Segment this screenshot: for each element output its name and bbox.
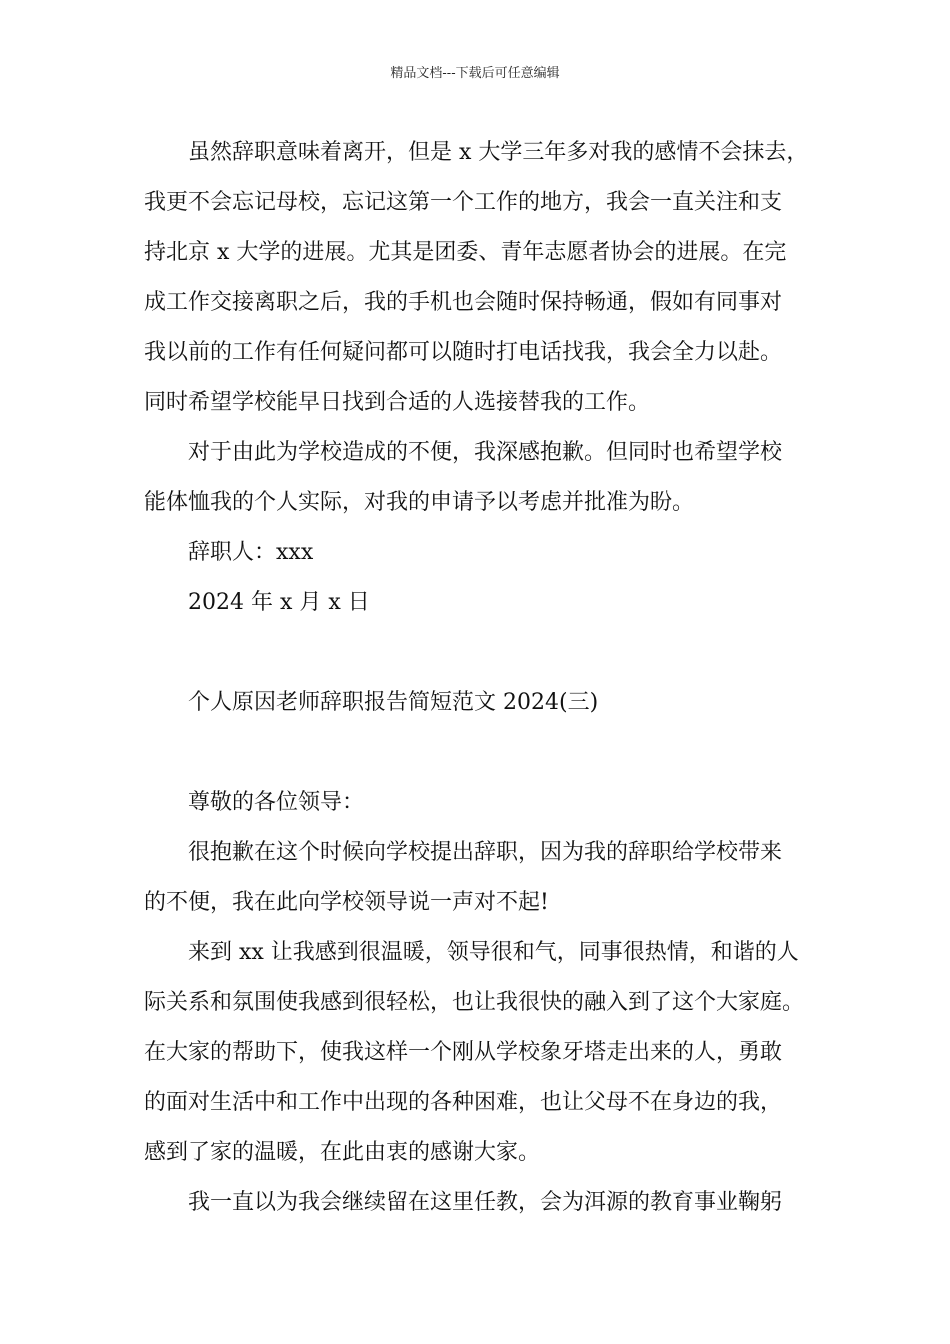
text-line: 持北京 x 大学的进展。尤其是团委、青年志愿者协会的进展。在完 [144, 240, 787, 265]
document-body [144, 128, 834, 1228]
paragraph-2 [144, 428, 834, 528]
paragraph-3 [144, 828, 834, 928]
text-line: 的不便，我在此向学校领导说一声对不起! [144, 890, 549, 915]
page-header: 精品文档---下载后可任意编辑 [390, 66, 560, 81]
text-line: 的面对生活中和工作中出现的各种困难，也让父母不在身边的我， [144, 1090, 783, 1115]
text-line: 来到 xx 让我感到很温暖，领导很和气，同事很热情，和谐的人 [188, 940, 799, 965]
spacer [144, 728, 834, 778]
text-line: 能体恤我的个人实际，对我的申请予以考虑并批准为盼。 [144, 490, 695, 515]
text-line: 我一直以为我会继续留在这里任教，会为洱源的教育事业鞠躬 [188, 1190, 783, 1215]
spacer [144, 628, 834, 678]
text-line: 我以前的工作有任何疑问都可以随时打电话找我，我会全力以赴。 [144, 340, 783, 365]
text-line: 成工作交接离职之后，我的手机也会随时保持畅通，假如有同事对 [144, 290, 783, 315]
text-line: 我更不会忘记母校，忘记这第一个工作的地方，我会一直关注和支 [144, 190, 783, 215]
paragraph-5 [144, 1178, 834, 1228]
text-line: 同时希望学校能早日找到合适的人选接替我的工作。 [144, 390, 651, 415]
signature: 辞职人：xxx [188, 540, 314, 565]
text-line: 际关系和氛围使我感到很轻松，也让我很快的融入到了这个大家庭。 [144, 990, 805, 1015]
text-line: 感到了家的温暖，在此由衷的感谢大家。 [144, 1140, 541, 1165]
salutation: 尊敬的各位领导： [188, 790, 365, 815]
text-line: 很抱歉在这个时候向学校提出辞职，因为我的辞职给学校带来 [188, 840, 783, 865]
paragraph-1 [144, 128, 834, 428]
text-line: 虽然辞职意味着离开，但是 x 大学三年多对我的感情不会抹去， [188, 140, 809, 165]
text-line: 对于由此为学校造成的不便，我深感抱歉。但同时也希望学校 [188, 440, 783, 465]
paragraph-4 [144, 928, 834, 1178]
date: 2024 年 x 月 x 日 [188, 590, 370, 615]
text-line: 在大家的帮助下，使我这样一个刚从学校象牙塔走出来的人，勇敢 [144, 1040, 783, 1065]
section-title: 个人原因老师辞职报告简短范文 2024(三) [188, 690, 599, 715]
